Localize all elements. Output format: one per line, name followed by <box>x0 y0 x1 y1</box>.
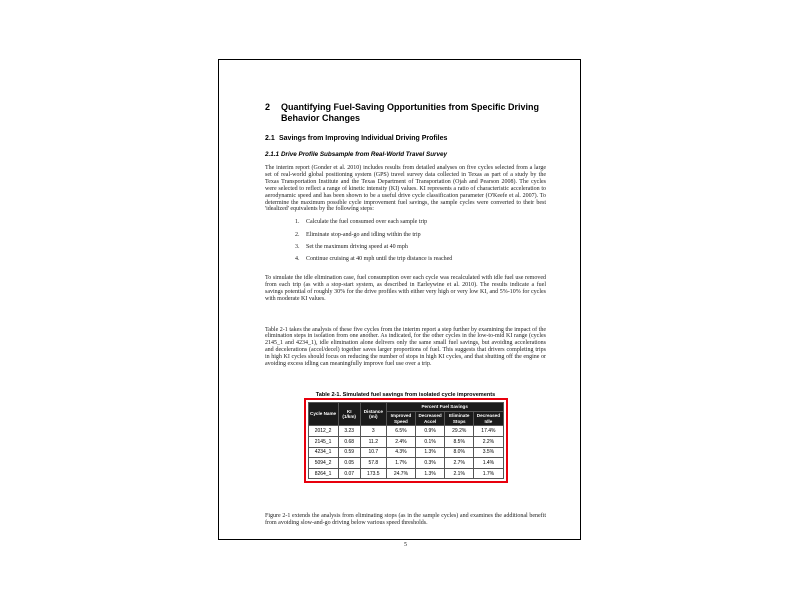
section-heading-2 <box>265 102 546 125</box>
page-content <box>265 102 546 548</box>
cell-distance: 57.8 <box>360 458 386 469</box>
list-item-text: Eliminate stop-and-go and idling within the trip <box>306 231 421 238</box>
cell-decreased-accel: 1.3% <box>416 447 445 458</box>
cell-distance: 10.7 <box>360 447 386 458</box>
list-item-number: 1. <box>295 219 300 226</box>
cell-cycle-name: 2145_1 <box>308 437 338 448</box>
cell-ki: 0.59 <box>338 447 360 458</box>
cell-decreased-accel: 0.1% <box>416 437 445 448</box>
section-heading-2-1 <box>265 135 546 143</box>
table-row <box>308 437 503 448</box>
table-row <box>308 458 503 469</box>
cell-eliminate-stops: 2.1% <box>445 468 474 479</box>
section-number: 2.1.1 <box>265 150 280 158</box>
section-number: 2.1 <box>265 134 275 142</box>
col-header-ki: KI (1/km) <box>338 402 360 426</box>
body-paragraph-2: To simulate the idle elimination case, fuel consumption over each cycle was recalculated with idle fuel use removed from each trip (as with a stop-start system, as described in Earleywine et al. 2010). The results indicate a fuel savings potential of roughly 30% for the drive profiles with either very high or very low KI, and 5%-10% for cycles with moderate KI values. <box>265 275 546 302</box>
cell-ki: 0.07 <box>338 468 360 479</box>
cell-eliminate-stops: 29.2% <box>445 426 474 437</box>
cell-distance: 173.5 <box>360 468 386 479</box>
cell-decreased-accel: 0.9% <box>416 426 445 437</box>
cell-cycle-name: 4234_1 <box>308 447 338 458</box>
body-paragraph-4: Figure 2-1 extends the analysis from eliminating stops (as in the sample cycles) and examines the additional benefit from avoiding slow-and-go driving below various speed thresholds. <box>265 513 546 527</box>
section-heading-2-1-1 <box>265 151 546 159</box>
cell-cycle-name: 5094_2 <box>308 458 338 469</box>
body-paragraph-3: Table 2-1 takes the analysis of these five cycles from the interim report a step further by examining the impact of the elimination steps in isolation from one another. As indicated, for the other cycles in the low-to-mid KI range (cycles 2145_1 and 4234_1), idle elimination alone delivers only the same small fuel savings, but avoiding accelerations and decelerations (accel/decel) together saves larger proportions of fuel. This suggests that drivers completing trips in high KI cycles should focus on reducing the number of stops in high KI cycles, and that shutting off the engine or avoiding excess idling can meaningfully improve fuel use over a trip. <box>265 326 546 367</box>
cell-ki: 3.23 <box>338 426 360 437</box>
cell-decreased-idle: 1.4% <box>474 458 503 469</box>
cell-improved-speed: 4.3% <box>386 447 415 458</box>
cell-eliminate-stops: 8.0% <box>445 447 474 458</box>
col-header-eliminate-stops: Eliminate Stops <box>445 411 474 426</box>
list-item <box>295 256 546 263</box>
body-paragraph-1: The interim report (Gonder et al. 2010) includes results from detailed analyses on five cycles selected from a large set of real-world global positioning system (GPS) travel survey data collected in Texas as part of a study by the Texas Transportation Institute and the Texas Department of Transportation (Ojah and Pearson 2008). The cycles were selected to reflect a range of kinetic intensity (KI) values. KI represents a ratio of characteristic acceleration to aerodynamic speed and has been shown to be a useful drive cycle classification parameter (O'Keefe et al. 2007). To determine the maximum possible cycle improvement fuel savings, the sample cycles were converted to their best 'idealized' equivalents by the following steps: <box>265 165 546 213</box>
col-header-decreased-accel: Decreased Accel <box>416 411 445 426</box>
list-item-number: 3. <box>295 244 300 251</box>
col-header-group-percent-fuel-savings: Percent Fuel Savings <box>386 402 503 411</box>
list-item-text: Set the maximum driving speed at 40 mph <box>306 244 408 251</box>
document-page <box>218 59 581 549</box>
cell-eliminate-stops: 2.7% <box>445 458 474 469</box>
cell-ki: 0.05 <box>338 458 360 469</box>
table-row <box>308 426 503 437</box>
table-container <box>308 402 504 480</box>
col-header-decreased-idle: Decreased Idle <box>474 411 503 426</box>
cell-decreased-idle: 17.4% <box>474 426 503 437</box>
table-row <box>308 468 503 479</box>
cell-improved-speed: 6.5% <box>386 426 415 437</box>
cell-cycle-name: 8264_1 <box>308 468 338 479</box>
page-number: 5 <box>404 542 407 549</box>
cell-distance: 11.2 <box>360 437 386 448</box>
col-header-distance: Distance (mi) <box>360 402 386 426</box>
list-item-text: Calculate the fuel consumed over each sample trip <box>306 219 428 226</box>
fuel-savings-table <box>308 402 504 480</box>
list-item <box>295 219 546 226</box>
idealization-steps-list <box>295 219 546 263</box>
list-item <box>295 232 546 239</box>
cell-improved-speed: 2.4% <box>386 437 415 448</box>
section-title: Drive Profile Subsample from Real-World Travel Survey <box>281 150 447 158</box>
cell-decreased-accel: 1.3% <box>416 468 445 479</box>
cell-eliminate-stops: 8.5% <box>445 437 474 448</box>
table-caption: Table 2-1. Simulated fuel savings from isolated cycle improvements <box>315 391 496 398</box>
col-header-cycle-name: Cycle Name <box>308 402 338 426</box>
cell-ki: 0.68 <box>338 437 360 448</box>
cell-improved-speed: 1.7% <box>386 458 415 469</box>
table-row <box>308 447 503 458</box>
section-title: Savings from Improving Individual Driving Profiles <box>279 134 448 142</box>
section-number: 2 <box>265 102 271 112</box>
cell-improved-speed: 24.7% <box>386 468 415 479</box>
cell-decreased-idle: 3.5% <box>474 447 503 458</box>
cell-decreased-idle: 1.7% <box>474 468 503 479</box>
list-item-number: 2. <box>295 231 300 238</box>
cell-distance: 3 <box>360 426 386 437</box>
cell-decreased-idle: 2.2% <box>474 437 503 448</box>
section-title: Quantifying Fuel-Saving Opportunities from Specific Driving Behavior Changes <box>281 102 540 124</box>
cell-decreased-accel: 0.3% <box>416 458 445 469</box>
list-item-number: 4. <box>295 256 300 263</box>
col-header-improved-speed: Improved Speed <box>386 411 415 426</box>
list-item-text: Continue cruising at 40 mph until the trip distance is reached <box>306 256 453 263</box>
cell-cycle-name: 2012_2 <box>308 426 338 437</box>
list-item <box>295 244 546 251</box>
